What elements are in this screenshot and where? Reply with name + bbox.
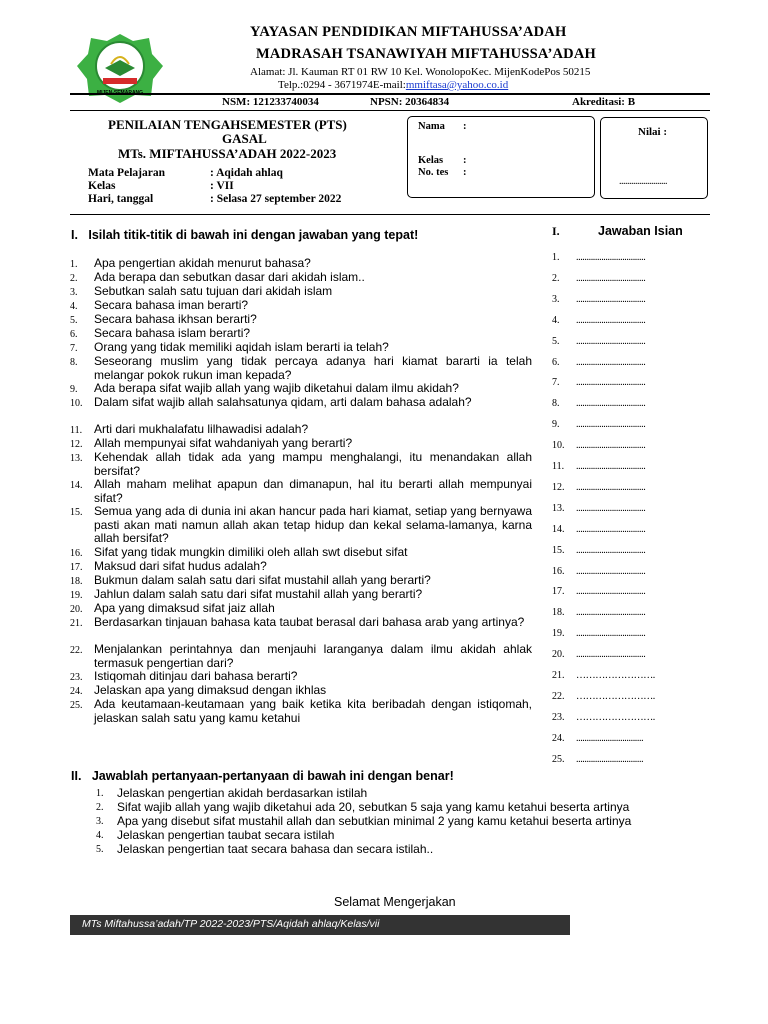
answer-blank[interactable]: .................................	[576, 523, 646, 535]
question-number: 17.	[70, 562, 83, 573]
question-number: 2.	[70, 273, 78, 284]
question-number: 20.	[70, 604, 83, 615]
question-text: Secara bahasa iman berarti?	[94, 298, 249, 312]
question-text: Allah mempunyai sifat wahdaniyah yang berarti?	[94, 436, 353, 450]
essay-number: 5.	[96, 844, 104, 855]
question-number: 9.	[70, 384, 78, 395]
info-value-date: : Selasa 27 september 2022	[210, 193, 342, 205]
foundation-name: YAYASAN PENDIDIKAN MIFTAHUSSA’ADAH	[250, 24, 567, 40]
answer-number: 6.	[552, 356, 560, 368]
answer-number: 19.	[552, 628, 565, 640]
answer-number: 23.	[552, 711, 565, 723]
address-line: Alamat: Jl. Kauman RT 01 RW 10 Kel. WonolopoKec. MijenKodePos 50215	[250, 66, 591, 78]
answer-number: 17.	[552, 586, 565, 598]
answer-column-roman: I.	[552, 224, 560, 238]
answer-blank[interactable]: .................................	[576, 628, 646, 640]
score-label: Nilai :	[638, 126, 668, 138]
answer-number: 7.	[552, 377, 560, 389]
answer-column-title: Jawaban Isian	[598, 224, 683, 238]
question-text: Secara bahasa ikhsan berarti?	[94, 312, 257, 326]
answer-blank[interactable]: .................................	[576, 252, 646, 263]
name-label: Nama	[418, 121, 445, 132]
phone-text: Telp.:0294 - 3671974E-mail:	[278, 79, 406, 91]
question-text: Allah maham melihat apapun dan dimanapun, hal itu berarti allah mempunyai sifat?	[94, 477, 532, 505]
essay-number: 4.	[96, 830, 104, 841]
answer-number: 8.	[552, 398, 560, 410]
essay-question: Jelaskan pengertian taat secara bahasa dan secara istilah..	[117, 842, 434, 856]
question-text: Istiqomah ditinjau dari bahasa berarti?	[94, 669, 298, 683]
question-text: Semua yang ada di dunia ini akan hancur pada hari kiamat, setiap yang bernyawa pasti akan mati namun allah akan tetap hidup dan kekal selama-lamanya, karna allah bersifat?	[94, 504, 532, 545]
class-colon: :	[463, 155, 467, 166]
question-number: 19.	[70, 590, 83, 601]
answer-blank[interactable]: .................................	[576, 440, 646, 452]
footer-text: MTs Miftahussa’adah/TP 2022-2023/PTS/Aqidah ahlaq/Kelas/vii	[82, 918, 380, 930]
header-divider-2	[70, 110, 710, 111]
question-text: Sebutkan salah satu tujuan dari akidah islam	[94, 284, 333, 298]
answer-blank[interactable]: .................................	[576, 565, 646, 577]
answer-blank[interactable]: .................................	[576, 419, 646, 431]
info-label-class: Kelas	[88, 180, 116, 192]
answer-blank[interactable]: .................................	[576, 502, 646, 514]
school-name: MADRASAH TSANAWIYAH MIFTAHUSSA’ADAH	[256, 46, 596, 62]
question-number: 4.	[70, 301, 78, 312]
answer-number: 9.	[552, 419, 560, 431]
answer-number: 25.	[552, 753, 565, 765]
answer-number: 24.	[552, 732, 565, 744]
answer-number: 12.	[552, 481, 565, 493]
contact-line	[278, 79, 508, 91]
answer-blank[interactable]: .................................	[576, 649, 646, 661]
question-number: 25.	[70, 700, 83, 711]
question-text: Jahlun dalam salah satu dari sifat mustahil allah yang berarti?	[94, 587, 423, 601]
question-text: Arti dari mukhalafatu lilhawadisi adalah?	[94, 422, 309, 436]
question-text: Berdasarkan tinjauan bahasa kata taubat berasal dari bahasa arab yang artinya?	[94, 615, 525, 629]
answer-blank[interactable]: .................................	[576, 314, 646, 326]
answer-number: 22.	[552, 690, 565, 702]
exam-school-year: MTs. MIFTAHUSSA’ADAH 2022-2023	[118, 146, 337, 161]
answer-number: 2.	[552, 272, 560, 284]
answer-blank[interactable]: .................................	[576, 356, 646, 368]
question-number: 22.	[70, 645, 83, 656]
question-text: Orang yang tidak memiliki aqidah islam berarti ia telah?	[94, 340, 389, 354]
question-number: 13.	[70, 453, 83, 464]
question-text: Dalam sifat wajib allah salahsatunya qidam, arti dalam bahasa adalah?	[94, 395, 472, 409]
answer-blank[interactable]: .................................	[576, 272, 646, 284]
answer-blank[interactable]: .................................	[576, 586, 646, 598]
info-value-class: : VII	[210, 180, 234, 192]
logo-caption: MIJEN-SEMARANG	[96, 90, 144, 96]
name-colon: :	[463, 121, 467, 132]
answer-blank[interactable]: ................................	[576, 732, 644, 744]
header-divider	[70, 93, 710, 95]
answer-number: 18.	[552, 607, 565, 619]
answer-number: 13.	[552, 502, 565, 514]
question-number: 21.	[70, 618, 83, 629]
testno-colon: :	[463, 167, 467, 178]
answer-blank[interactable]: .................................	[576, 461, 646, 472]
answer-blank[interactable]: .................................	[576, 293, 646, 305]
npsn-text: NPSN: 20364834	[370, 96, 450, 108]
section-1-heading: I. Isilah titik-titik di bawah ini dengan jawaban yang tepat!	[71, 228, 419, 242]
info-value-subject: : Aqidah ahlaq	[210, 167, 283, 179]
question-number: 12.	[70, 439, 83, 450]
question-text: Ada berapa dan sebutkan dasar dari akidah islam..	[94, 270, 365, 284]
question-text: Seseorang muslim yang tidak percaya adanya hari kiamat bararti ia telah melangar pokok rukun iman kepada?	[94, 354, 532, 382]
score-box	[600, 117, 708, 199]
essay-question: Sifat wajib allah yang wajib diketahui ada 20, sebutkan 5 saja yang kamu ketahui beserta artinya	[117, 800, 630, 814]
score-blank: ........................	[619, 176, 667, 187]
accreditation-text: Akreditasi: B	[572, 96, 636, 108]
question-text: Menjalankan perintahnya dan menjauhi laranganya dalam ilmu akidah ahlak termasuk pengertian dari?	[94, 642, 532, 670]
exam-semester: GASAL	[222, 131, 267, 146]
answer-number: 10.	[552, 440, 565, 452]
section-divider	[70, 214, 710, 215]
essay-question: Apa yang disebut sifat mustahil allah dan sebutkian minimal 2 yang kamu ketahui beserta artinya	[117, 814, 632, 828]
answer-number: 16.	[552, 565, 565, 577]
question-text: Kehendak allah tidak ada yang mampu menghalangi, itu menandakan allah bersifat?	[94, 450, 532, 478]
essay-question: Jelaskan pengertian taubat secara istilah	[117, 828, 335, 842]
answer-blank[interactable]: …………………….	[576, 711, 655, 723]
question-number: 6.	[70, 329, 78, 340]
student-identity-box	[407, 116, 595, 198]
answer-number: 5.	[552, 335, 560, 347]
question-number: 14.	[70, 480, 83, 491]
answer-blank[interactable]: .................................	[576, 377, 646, 389]
info-label-subject: Mata Pelajaran	[88, 167, 165, 179]
question-number: 11.	[70, 425, 83, 436]
nsm-text: NSM: 121233740034	[222, 96, 319, 108]
question-number: 5.	[70, 315, 78, 326]
email-link[interactable]: mmiftasa@yahoo.co.id	[405, 79, 509, 91]
question-number: 24.	[70, 686, 83, 697]
essay-question: Jelaskan pengertian akidah berdasarkan istilah	[117, 786, 368, 800]
question-text: Jelaskan apa yang dimaksud dengan ikhlas	[94, 683, 327, 697]
question-number: 10.	[70, 398, 83, 409]
answer-blank[interactable]: …………………….	[576, 690, 655, 702]
answer-blank[interactable]: .................................	[576, 607, 646, 619]
question-number: 8.	[70, 357, 78, 368]
essay-number: 2.	[96, 802, 104, 813]
closing-text: Selamat Mengerjakan	[334, 895, 456, 909]
question-number: 15.	[70, 507, 83, 518]
answer-blank[interactable]: ................................	[576, 753, 644, 765]
answer-number: 4.	[552, 314, 560, 326]
answer-blank[interactable]: …………………….	[576, 670, 655, 681]
question-number: 16.	[70, 548, 83, 559]
testno-label: No. tes	[418, 167, 449, 178]
answer-blank[interactable]: .................................	[576, 481, 646, 493]
question-number: 1.	[70, 259, 78, 270]
answer-number: 15.	[552, 544, 565, 556]
question-text: Ada keutamaan-keutamaan yang baik ketika kita beribadah dengan istiqomah, jelaskan salah satu yang kamu ketahui	[94, 697, 532, 725]
answer-blank[interactable]: .................................	[576, 544, 646, 556]
question-number: 7.	[70, 343, 78, 354]
answer-number: 21.	[552, 670, 565, 681]
essay-number: 1.	[96, 788, 104, 799]
question-text: Apa yang dimaksud sifat jaiz allah	[94, 601, 275, 615]
question-number: 3.	[70, 287, 78, 298]
answer-number: 1.	[552, 252, 560, 263]
question-number: 23.	[70, 672, 83, 683]
essay-number: 3.	[96, 816, 104, 827]
question-text: Apa pengertian akidah menurut bahasa?	[94, 256, 311, 270]
question-text: Sifat yang tidak mungkin dimiliki oleh allah swt disebut sifat	[94, 545, 408, 559]
answer-number: 20.	[552, 649, 565, 661]
question-number: 18.	[70, 576, 83, 587]
exam-title: PENILAIAN TENGAHSEMESTER (PTS)	[108, 117, 347, 132]
question-text: Ada berapa sifat wajib allah yang wajib diketahui dalam ilmu akidah?	[94, 381, 459, 395]
answer-number: 14.	[552, 523, 565, 535]
section-2-heading: II. Jawablah pertanyaan-pertanyaan di bawah ini dengan benar!	[71, 769, 454, 783]
footer-bar	[70, 915, 570, 935]
answer-blank[interactable]: .................................	[576, 335, 646, 347]
question-text: Bukmun dalam salah satu dari sifat mustahil allah yang berarti?	[94, 573, 431, 587]
answer-number: 3.	[552, 293, 560, 305]
answer-blank[interactable]: .................................	[576, 398, 646, 410]
class-label: Kelas	[418, 155, 444, 166]
info-label-date: Hari, tanggal	[88, 193, 154, 205]
question-text: Secara bahasa islam berarti?	[94, 326, 251, 340]
question-text: Maksud dari sifat hudus adalah?	[94, 559, 267, 573]
answer-number: 11.	[552, 461, 565, 472]
